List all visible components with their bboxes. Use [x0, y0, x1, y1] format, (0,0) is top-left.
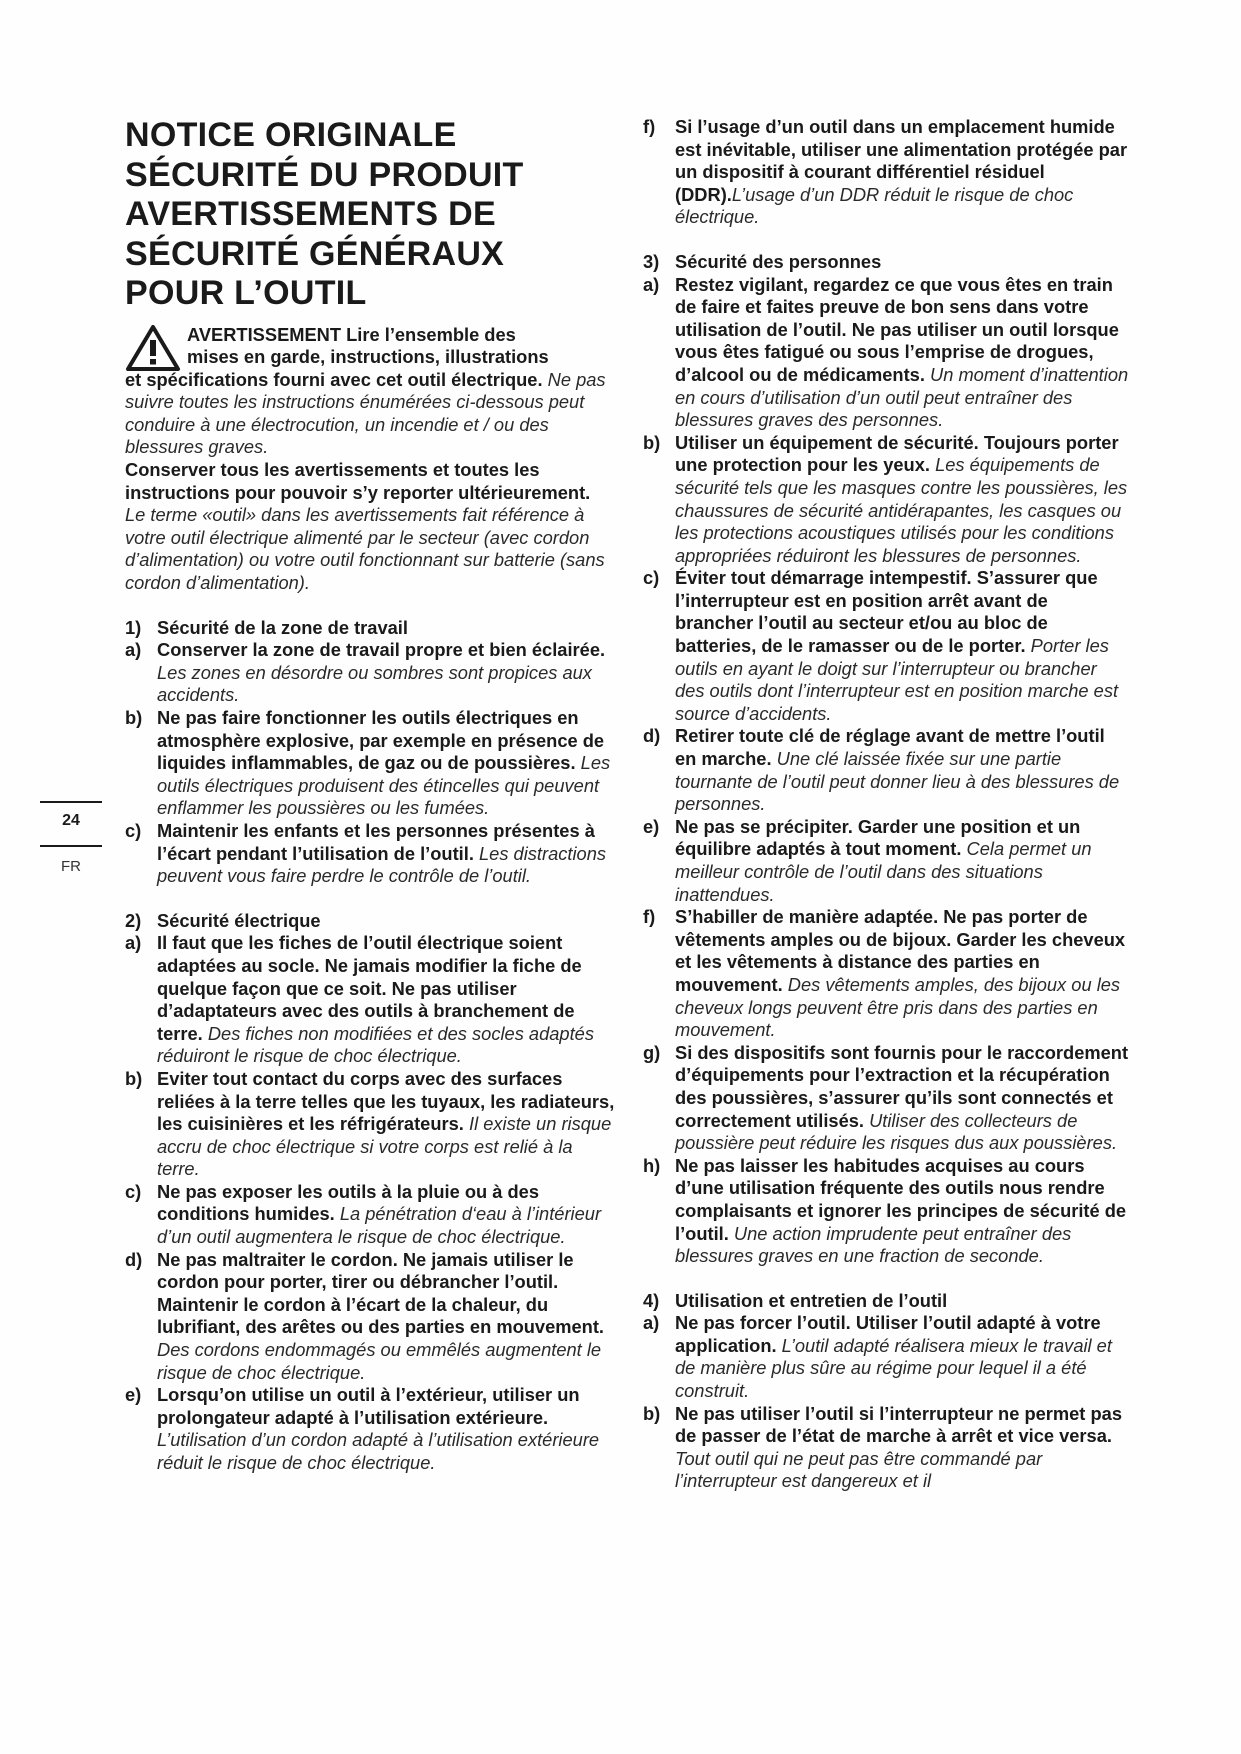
item-explanation: Les équipements de sécurité tels que les masques contre les poussières, les chaussures de sécurité antidérapantes, les casques ou les protections acoustiques utilisés pour les conditions appropriées réduiront les blessures de personnes.	[675, 454, 1128, 566]
item-instruction: Éviter tout démarrage intempestif. S’assurer que l’interrupteur est en position arrêt avant de brancher l’outil au secteur et/ou au bloc de batteries, de le ramasser ou de le porter.	[675, 567, 1098, 657]
section-electrical-safety	[125, 910, 615, 1475]
item-explanation: Une action imprudente peut entraîner des blessures graves en une fraction de seconde.	[675, 1222, 1072, 1267]
item-explanation: L’usage d’un DDR réduit le risque de choc électrique.	[675, 183, 1074, 228]
page-number: 24	[62, 812, 80, 829]
title-line: NOTICE ORIGINALE	[125, 116, 457, 154]
warning-triangle-icon	[125, 324, 181, 372]
list-item	[125, 707, 615, 820]
item-label: a)	[643, 273, 660, 295]
title-line: POUR L’OUTIL	[125, 274, 367, 312]
list-item	[643, 725, 1130, 815]
section-tool-use-care	[643, 1290, 1130, 1493]
left-column	[125, 116, 615, 1475]
item-instruction: Ne pas laisser les habitudes acquises au cours d’une utilisation fréquente des outils nous rendre complaisants et ignorer les principes de sécurité de l’outil.	[675, 1154, 1127, 1244]
section-title: Sécurité de la zone de travail	[157, 616, 408, 638]
title-line: SÉCURITÉ GÉNÉRAUX	[125, 234, 505, 273]
item-instruction: Ne pas utiliser l’outil si l’interrupteur ne permet pas de passer de l’état de marche à arrêt et vice versa.	[675, 1402, 1122, 1447]
section-work-area	[125, 617, 615, 888]
sidebar-rule-top	[40, 801, 102, 803]
item-label: b)	[643, 431, 661, 453]
item-instruction: Lorsqu’on utilise un outil à l’extérieur, utiliser un prolongateur adapté à l’utilisation extérieure.	[157, 1384, 580, 1428]
item-explanation: Il existe un risque accru de choc électrique si votre corps est relié à la terre.	[157, 1113, 612, 1180]
list-item	[643, 274, 1130, 432]
list-item	[125, 1249, 615, 1385]
item-label: c)	[125, 1180, 142, 1202]
item-instruction: Ne pas exposer les outils à la pluie ou à des conditions humides.	[157, 1180, 540, 1225]
list-item	[643, 1155, 1130, 1268]
general-warning	[125, 324, 615, 595]
item-explanation: Les outils électriques produisent des étincelles qui peuvent enflammer les poussières ou les fumées.	[157, 752, 611, 819]
list-item	[643, 567, 1130, 725]
item-label: a)	[125, 932, 142, 954]
item-instruction: Restez vigilant, regardez ce que vous êtes en train de faire et faites preuve de bon sens dans votre utilisation de l’outil. Ne pas utiliser un outil lorsque vous êtes fatigué ou sous l’emprise de drogues, d’alcool ou de médicaments.	[675, 273, 1119, 385]
item-label: f)	[643, 906, 656, 928]
item-explanation: Porter les outils en ayant le doigt sur l’interrupteur ou brancher des outils dont l’interrupteur est en position marche est source d’accidents.	[675, 635, 1119, 724]
item-label: b)	[643, 1402, 661, 1424]
section-personal-safety	[643, 251, 1130, 1268]
item-label: e)	[125, 1384, 142, 1406]
item-instruction: S’habiller de manière adaptée. Ne pas porter de vêtements amples ou de bijoux. Garder les cheveux et les vêtements à distance des parties en mouvement.	[675, 906, 1126, 995]
section-heading	[125, 910, 615, 933]
warning-heading-cont: mises en garde, instructions, illustrations	[187, 346, 549, 368]
section-title: Sécurité électrique	[157, 909, 321, 931]
item-instruction: Ne pas faire fonctionner les outils électriques en atmosphère explosive, par exemple en présence de liquides inflammables, de gaz ou de poussières.	[157, 707, 605, 774]
section-heading	[643, 251, 1130, 274]
page-title	[125, 116, 615, 314]
language-tag: FR	[61, 858, 81, 875]
list-item	[125, 639, 615, 707]
warning-heading: AVERTISSEMENT Lire l’ensemble des	[187, 323, 516, 345]
item-explanation: La pénétration d‘eau à l’intérieur d’un outil augmentera le risque de choc électrique.	[157, 1203, 602, 1248]
item-instruction: Ne pas se précipiter. Garder une position et un équilibre adaptés à tout moment.	[675, 815, 1081, 860]
section-title: Utilisation et entretien de l’outil	[675, 1289, 948, 1311]
section-heading	[125, 617, 615, 640]
item-explanation: Les distractions peuvent vous faire perdre le contrôle de l’outil.	[157, 842, 607, 887]
item-explanation: Des vêtements amples, des bijoux ou les cheveux longs peuvent être pris dans des parties en mouvement.	[675, 973, 1121, 1041]
title-line: AVERTISSEMENTS DE	[125, 195, 496, 233]
item-explanation: Tout outil qui ne peut pas être commandé par l’interrupteur est dangereux et il	[675, 1447, 1043, 1492]
list-item	[643, 116, 1130, 229]
list-item	[125, 1181, 615, 1249]
item-label: h)	[643, 1154, 661, 1176]
sidebar-rule-bottom	[40, 845, 102, 847]
warning-bold-text: et spécifications fourni avec cet outil électrique.	[125, 368, 543, 390]
item-explanation: Utiliser des collecteurs de poussière peut réduire les risques dus aux poussières.	[675, 1109, 1118, 1154]
list-item	[643, 1042, 1130, 1155]
item-instruction: Retirer toute clé de réglage avant de mettre l’outil en marche.	[675, 725, 1105, 770]
item-instruction: Ne pas maltraiter le cordon. Ne jamais utiliser le cordon pour porter, tirer ou débrancher l’outil. Maintenir le cordon à l’écart de la chaleur, du lubrifiant, des arêtes ou des parties en mouvement.	[157, 1248, 604, 1338]
title-line: SÉCURITÉ DU PRODUIT	[125, 155, 524, 194]
item-label: a)	[125, 639, 142, 661]
warning-italic-text: Ne pas suivre toutes les instructions énumérées ci-dessous peut conduire à une électrocution, un incendie et / ou des blessures graves.	[125, 368, 606, 458]
list-item	[125, 932, 615, 1068]
item-label: d)	[643, 725, 661, 747]
right-column	[643, 116, 1130, 1493]
item-label: f)	[643, 116, 656, 137]
section-number: 1)	[125, 616, 142, 638]
item-label: g)	[643, 1041, 661, 1063]
item-label: e)	[643, 815, 660, 837]
item-explanation: Un moment d’inattention en cours d’utilisation d’un outil peut entraîner des blessures graves des personnes.	[675, 363, 1129, 431]
section-number: 4)	[643, 1289, 660, 1311]
item-label: a)	[643, 1312, 660, 1334]
list-item	[643, 1312, 1130, 1402]
keep-instructions-note: Conserver tous les avertissements et toutes les instructions pour pouvoir s’y reporter ultérieurement.	[125, 459, 591, 503]
list-item	[125, 820, 615, 888]
item-instruction: Conserver la zone de travail propre et bien éclairée.	[157, 639, 606, 661]
item-explanation: Des fiches non modifiées et des socles adaptés réduiront le risque de choc électrique.	[157, 1022, 594, 1067]
item-instruction: Ne pas forcer l’outil. Utiliser l’outil adapté à votre application.	[675, 1312, 1101, 1356]
item-explanation: L’outil adapté réalisera mieux le travail et de manière plus sûre au régime pour lequel il a été construit.	[675, 1334, 1112, 1402]
section-number: 2)	[125, 909, 142, 931]
item-explanation: Les zones en désordre ou sombres sont propices aux accidents.	[157, 661, 592, 706]
item-explanation: Une clé laissée fixée sur une partie tournante de l’outil peut donner lieu à des blessures de personnes.	[675, 748, 1120, 815]
section-number: 3)	[643, 250, 660, 272]
item-instruction: Il faut que les fiches de l’outil électrique soient adaptées au socle. Ne jamais modifier la fiche de quelque façon que ce soit. Ne pas utiliser d’adaptateurs avec des outils à branchement de terre.	[157, 932, 582, 1044]
item-explanation: Des cordons endommagés ou emmêlés augmentent le risque de choc électrique.	[157, 1339, 602, 1383]
list-item	[125, 1384, 615, 1474]
item-label: c)	[643, 567, 660, 589]
item-label: c)	[125, 819, 142, 841]
list-item	[643, 906, 1130, 1042]
list-item	[125, 1068, 615, 1181]
item-instruction: Eviter tout contact du corps avec des surfaces reliées à la terre telles que les tuyaux, les radiateurs, les cuisinières et les réfrigérateurs.	[157, 1067, 615, 1135]
item-instruction: Si l’usage d’un outil dans un emplacement humide est inévitable, utiliser une alimentation protégée par un dispositif à courant différentiel résiduel (DDR).	[675, 116, 1128, 205]
item-instruction: Utiliser un équipement de sécurité. Toujours porter une protection pour les yeux.	[675, 431, 1119, 476]
list-item	[643, 816, 1130, 906]
item-instruction: Maintenir les enfants et les personnes présentes à l’écart pendant l’utilisation de l’outil.	[157, 819, 595, 864]
term-definition: Le terme «outil» dans les avertissements fait référence à votre outil électrique alimenté par le secteur (avec cordon d’alimentation) ou votre outil fonctionnant sur batterie (sans cordon d’alimentation).	[125, 504, 605, 594]
section-heading	[643, 1290, 1130, 1313]
section-electrical-safety-cont	[643, 116, 1130, 229]
item-label: d)	[125, 1248, 143, 1270]
item-label: b)	[125, 707, 143, 728]
list-item	[643, 1403, 1130, 1493]
item-explanation: Cela permet un meilleur contrôle de l’outil dans des situations inattendues.	[675, 838, 1092, 905]
item-explanation: L’utilisation d’un cordon adapté à l’utilisation extérieure réduit le risque de choc électrique.	[157, 1429, 600, 1473]
section-title: Sécurité des personnes	[675, 250, 882, 272]
item-label: b)	[125, 1067, 143, 1089]
list-item	[643, 432, 1130, 568]
item-instruction: Si des dispositifs sont fournis pour le raccordement d’équipements pour l’extraction et la récupération des poussières, s’assurer qu’ils sont connectés et correctement utilisés.	[675, 1041, 1129, 1131]
